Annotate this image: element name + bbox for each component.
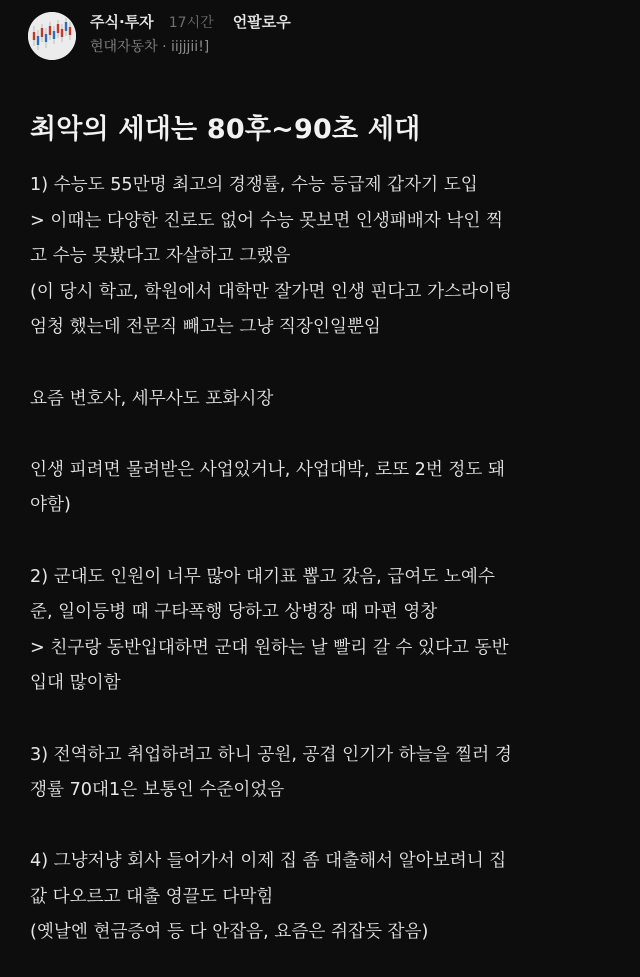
post-header [28, 10, 618, 66]
body-line: 입대 많이함 [30, 673, 121, 694]
body-line: (이 당시 학교, 학원에서 대학만 잘가면 인생 핀다고 가스라이팅 [30, 281, 513, 302]
blank-line [30, 346, 615, 382]
post-title: 최악의 세대는 80후~90초 세대 [30, 114, 421, 145]
body-line: 값 다오르고 대출 영끌도 다막힘 [30, 886, 274, 907]
blank-line [30, 702, 615, 738]
body-line: 고 수능 못봤다고 자살하고 그랬음 [30, 246, 291, 267]
body-line: 4) 그냥저냥 회사 들어가서 이제 집 좀 대출해서 알아보려니 집 [30, 851, 507, 872]
body-line: 요즘 변호사, 세무사도 포화시장 [30, 388, 274, 409]
avatar[interactable] [28, 12, 76, 60]
post-meta [90, 10, 291, 56]
stock-chart-avatar-icon [28, 12, 76, 60]
category-label[interactable]: 주식·투자 [90, 13, 154, 31]
body-line: 인생 피려면 물려받은 사업있거나, 사업대박, 로또 2번 정도 돼 [30, 459, 506, 480]
author-name[interactable]: 현대자동차 · iijjjii!] [90, 39, 210, 55]
post-body [30, 168, 615, 951]
meta-top-row [90, 10, 291, 34]
body-line: 야함) [30, 495, 71, 516]
body-line: (옛날엔 현금증여 등 다 안잡음, 요즘은 쥐잡듯 잡음) [30, 922, 429, 943]
post-time: 17시간 [168, 15, 214, 31]
blank-line [30, 809, 615, 845]
body-line: > 친구랑 동반입대하면 군대 원하는 날 빨리 갈 수 있다고 동반 [30, 637, 509, 658]
body-line: 준, 일이등병 때 구타폭행 당하고 상병장 때 마편 영창 [30, 602, 438, 623]
body-line: 1) 수능도 55만명 최고의 경쟁률, 수능 등급제 갑자기 도입 [30, 175, 478, 195]
body-line: 2) 군대도 인원이 너무 많아 대기표 뽑고 갔음, 급여도 노예수 [30, 566, 495, 587]
body-line: > 이때는 다양한 진로도 없어 수능 못보면 인생패배자 낙인 찍 [30, 210, 503, 231]
body-line: 쟁률 70대1은 보통인 수준이었음 [30, 780, 285, 801]
blank-line [30, 417, 615, 453]
body-line: 3) 전역하고 취업하려고 하니 공원, 공겹 인기가 하늘을 찔러 경 [30, 744, 512, 765]
blank-line [30, 524, 615, 560]
body-line: 엄청 했는데 전문직 빼고는 그냥 직장인일뿐임 [30, 317, 381, 338]
unfollow-button[interactable]: 언팔로우 [232, 13, 291, 31]
